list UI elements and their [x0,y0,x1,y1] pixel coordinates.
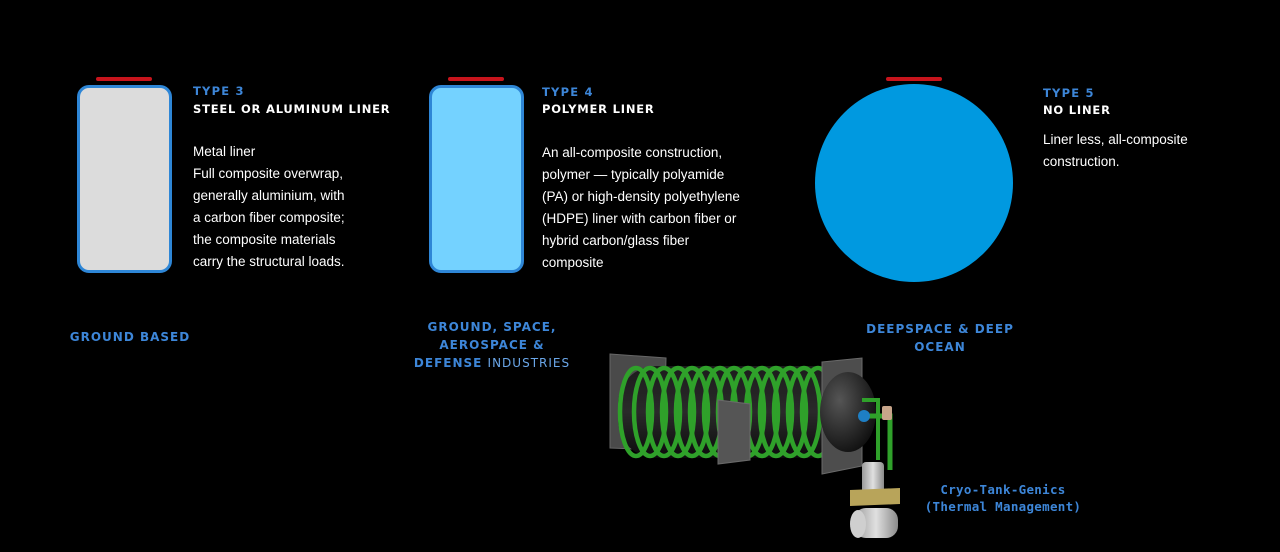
app-line: GROUND, SPACE, [427,320,557,334]
desc-line: Liner less, all-composite [1043,132,1188,147]
type4-tank [429,85,524,273]
app-word-defense: DEFENSE [413,356,483,370]
support-plate-middle [718,400,750,464]
type4-application [402,318,582,372]
desc-line: An all-composite construction, [542,145,723,160]
cryo-label [912,481,1094,515]
desc-line: composite [542,255,604,270]
valve [858,410,870,422]
type3-application: GROUND BASED [69,330,191,344]
desc-line: the composite materials [193,232,336,247]
type3-cap [96,77,152,81]
desc-line: Metal liner [193,144,256,159]
cryo-tank-illustration [600,340,920,552]
app-line: OCEAN [914,340,966,354]
type5-sphere [815,84,1013,282]
type4-label: TYPE 4 [542,85,594,99]
desc-line: (HDPE) liner with carbon fiber or [542,211,737,226]
type4-description [542,142,792,274]
type4-subtitle: POLYMER LINER [542,102,655,116]
app-line [402,354,582,372]
type5-subtitle: NO LINER [1043,103,1111,117]
app-line: DEEPSPACE & DEEP [866,322,1014,336]
type3-subtitle: STEEL OR ALUMINUM LINER [193,102,391,116]
type5-label: TYPE 5 [1043,86,1095,100]
desc-line: (PA) or high-density polyethylene [542,189,740,204]
type5-cap [886,77,942,81]
app-line: AEROSPACE & [439,338,545,352]
app-word-industries: INDUSTRIES [487,356,571,370]
type4-cap [448,77,504,81]
desc-line: Full composite overwrap, [193,166,344,181]
type5-description [1043,129,1243,173]
desc-line: a carbon fiber composite; [193,210,345,225]
type3-label: TYPE 3 [193,84,245,98]
desc-line: construction. [1043,154,1120,169]
desc-line: hybrid carbon/glass fiber [542,233,690,248]
desc-line: polymer — typically polyamide [542,167,725,182]
type3-tank [77,85,172,273]
cryo-label-title: Cryo-Tank-Genics [940,482,1066,497]
desc-line: generally aluminium, with [193,188,345,203]
thermal-mount [850,488,900,506]
desc-line: carry the structural loads. [193,254,345,269]
cryo-label-subtitle: (Thermal Management) [924,499,1082,514]
thermal-cap [850,510,866,538]
type3-description [193,141,393,273]
valve-flange [882,406,892,420]
